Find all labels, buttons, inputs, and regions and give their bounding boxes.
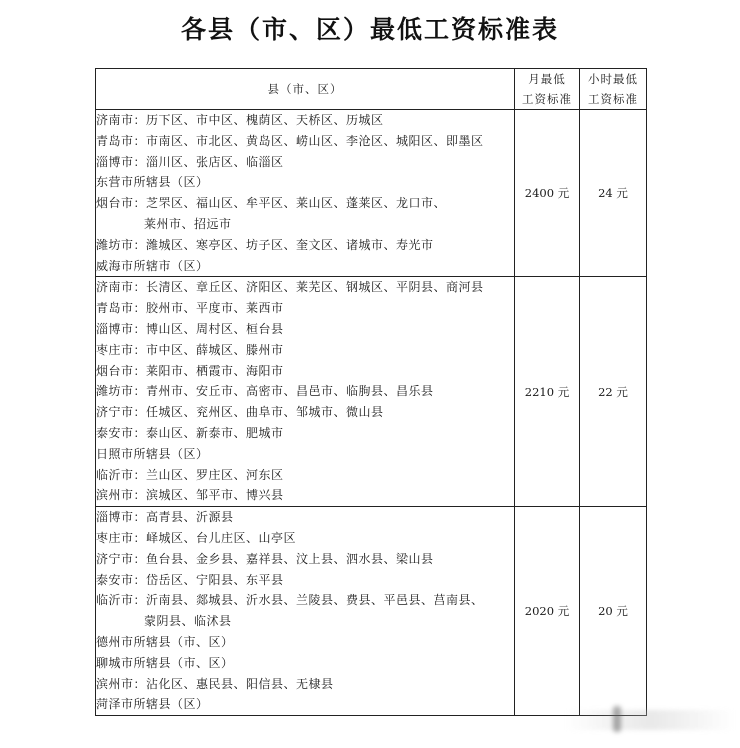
region-line: 临沂市：沂南县、郯城县、沂水县、兰陵县、费县、平邑县、莒南县、 [96, 593, 484, 608]
region-line: 淄博市：高青县、沂源县 [96, 510, 234, 525]
region-line: 滨州市：沾化区、惠民县、阳信县、无棣县 [96, 676, 334, 691]
header-monthly-line-2: 工资标准 [522, 92, 572, 106]
region-line: 青岛市：市南区、市北区、黄岛区、崂山区、李沧区、城阳区、即墨区 [96, 133, 484, 148]
region-line: 烟台市：芝罘区、福山区、牟平区、莱山区、蓬莱区、龙口市、 [96, 196, 447, 211]
watermark-mark [613, 706, 621, 732]
region-line: 潍坊市：潍城区、寒亭区、坊子区、奎文区、诸城市、寿光市 [96, 237, 434, 252]
region-line: 威海市所辖市（区） [96, 258, 209, 273]
region-line: 烟台市：莱阳市、栖霞市、海阳市 [96, 363, 284, 378]
hourly-wage-value: 22 元 [580, 277, 647, 507]
region-line: 潍坊市：青州市、安丘市、高密市、昌邑市、临朐县、昌乐县 [96, 384, 434, 399]
monthly-wage-value: 2210 元 [515, 277, 580, 507]
region-line: 济南市：历下区、市中区、槐荫区、天桥区、历城区 [96, 113, 384, 127]
monthly-wage-value: 2020 元 [515, 507, 580, 716]
hourly-wage-value: 24 元 [580, 110, 647, 277]
region-list-cell [96, 507, 515, 716]
region-line: 枣庄市：峄城区、台儿庄区、山亭区 [96, 530, 297, 545]
watermark [565, 710, 735, 730]
region-line: 菏泽市所辖县（区） [96, 697, 209, 712]
header-hourly-wage [580, 69, 647, 110]
region-line: 济宁市：鱼台县、金乡县、嘉祥县、汶上县、泗水县、梁山县 [96, 551, 434, 566]
region-line: 济宁市：任城区、兖州区、曲阜市、邹城市、微山县 [96, 405, 384, 420]
page-title: 各县（市、区）最低工资标准表 [180, 15, 559, 44]
region-line: 滨州市：滨城区、邹平市、博兴县 [96, 488, 284, 503]
region-line: 淄博市：淄川区、张店区、临淄区 [96, 154, 284, 169]
region-line: 莱州市、招远市 [144, 216, 232, 231]
header-region: 县（市、区） [96, 69, 515, 110]
table-header-row [96, 69, 647, 110]
region-line: 济南市：长清区、章丘区、济阳区、莱芜区、钢城区、平阴县、商河县 [96, 280, 484, 295]
region-line: 枣庄市：市中区、薛城区、滕州市 [96, 342, 284, 357]
header-hourly-line-1: 小时最低 [588, 72, 638, 86]
table-row [96, 277, 647, 507]
monthly-wage-value: 2400 元 [515, 110, 580, 277]
region-line: 泰安市：岱岳区、宁阳县、东平县 [96, 572, 284, 587]
minimum-wage-table [95, 68, 647, 716]
region-line: 东营市所辖县（区） [96, 175, 209, 190]
table-row [96, 507, 647, 716]
hourly-wage-value: 20 元 [580, 507, 647, 716]
region-line: 蒙阴县、临沭县 [144, 614, 232, 629]
region-list-cell [96, 110, 515, 277]
header-hourly-line-2: 工资标准 [588, 92, 638, 106]
region-line: 青岛市：胶州市、平度市、莱西市 [96, 301, 284, 316]
region-line: 日照市所辖县（区） [96, 446, 209, 461]
region-line: 泰安市：泰山区、新泰市、肥城市 [96, 425, 284, 440]
header-monthly-wage [515, 69, 580, 110]
header-monthly-line-1: 月最低 [528, 72, 566, 86]
region-line: 淄博市：博山区、周村区、桓台县 [96, 321, 284, 336]
region-line: 德州市所辖县（市、区） [96, 634, 234, 649]
table-row [96, 110, 647, 277]
region-line: 临沂市：兰山区、罗庄区、河东区 [96, 467, 284, 482]
region-line: 聊城市所辖县（市、区） [96, 655, 234, 670]
region-list-cell [96, 277, 515, 507]
